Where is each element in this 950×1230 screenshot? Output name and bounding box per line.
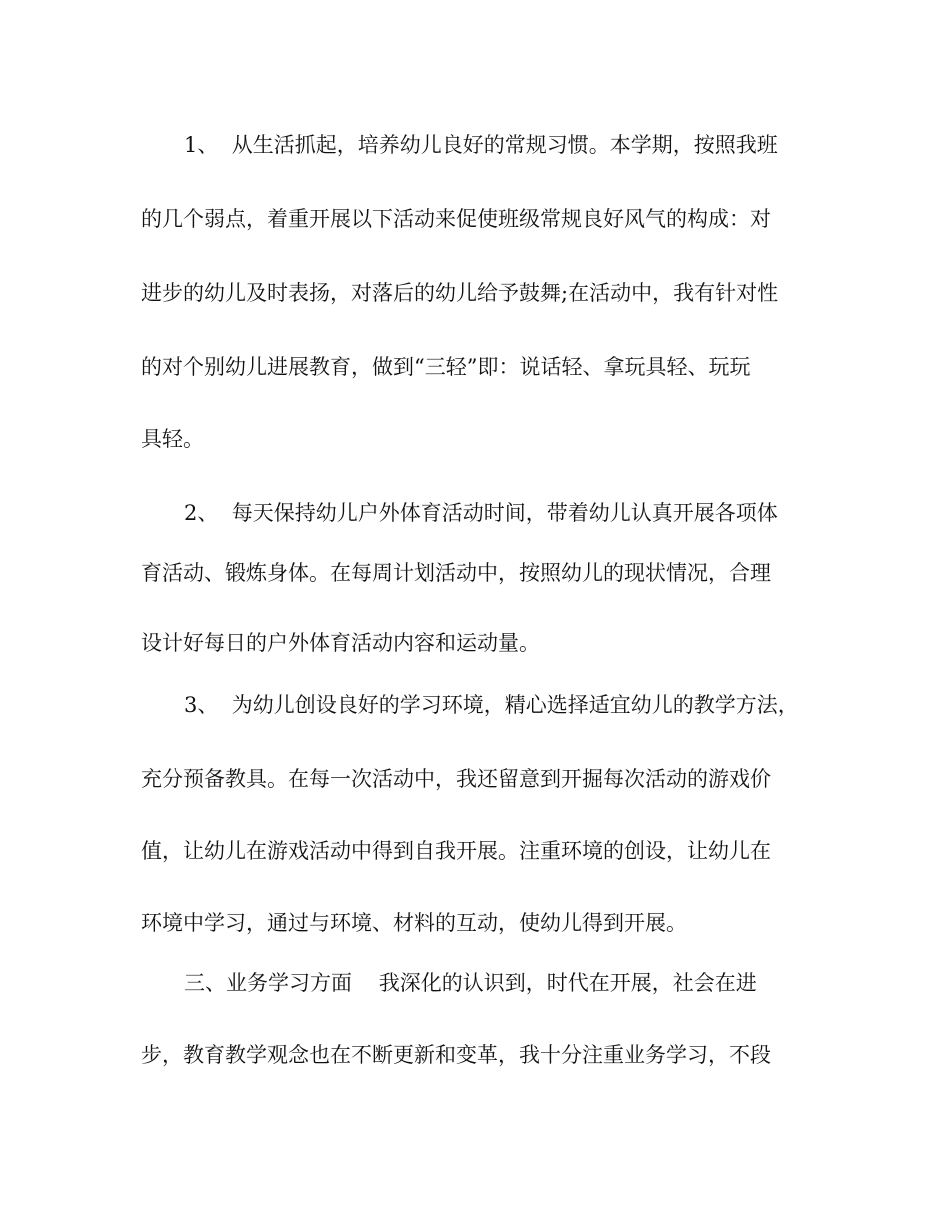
paragraph-line-1: 1、 从生活抓起，培养幼儿良好的常规习惯。本学期，按照我班 [184,133,778,157]
paragraph-line-3: 进步的幼儿及时表扬，对落后的幼儿给予鼓舞;在活动中，我有针对性 [141,281,779,305]
paragraph-line-13: 三、业务学习方面 我深化的认识到，时代在开展，社会在进 [184,971,757,995]
paragraph-line-7: 育活动、锻炼身体。在每周计划活动中，按照幼儿的现状情况，合理 [141,561,771,585]
paragraph-line-9: 3、 为幼儿创设良好的学习环境，精心选择适宜幼儿的教学方法， [184,693,799,717]
paragraph-line-8: 设计好每日的户外体育活动内容和运动量。 [141,631,540,655]
paragraph-line-10: 充分预备教具。在每一次活动中，我还留意到开掘每次活动的游戏价 [141,767,771,791]
paragraph-line-14: 步，教育教学观念也在不断更新和变革，我十分注重业务学习，不段 [141,1043,771,1067]
paragraph-line-5: 具轻。 [141,427,204,451]
paragraph-line-2: 的几个弱点，着重开展以下活动来促使班级常规良好风气的构成：对 [141,207,771,231]
paragraph-line-6: 2、 每天保持幼儿户外体育活动时间，带着幼儿认真开展各项体 [184,501,778,525]
paragraph-line-11: 值，让幼儿在游戏活动中得到自我开展。注重环境的创设，让幼儿在 [141,839,771,863]
paragraph-line-4: 的对个别幼儿进展教育，做到“三轻”即：说话轻、拿玩具轻、玩玩 [141,355,751,379]
paragraph-line-12: 环境中学习，通过与环境、材料的互动，使幼儿得到开展。 [141,911,687,935]
